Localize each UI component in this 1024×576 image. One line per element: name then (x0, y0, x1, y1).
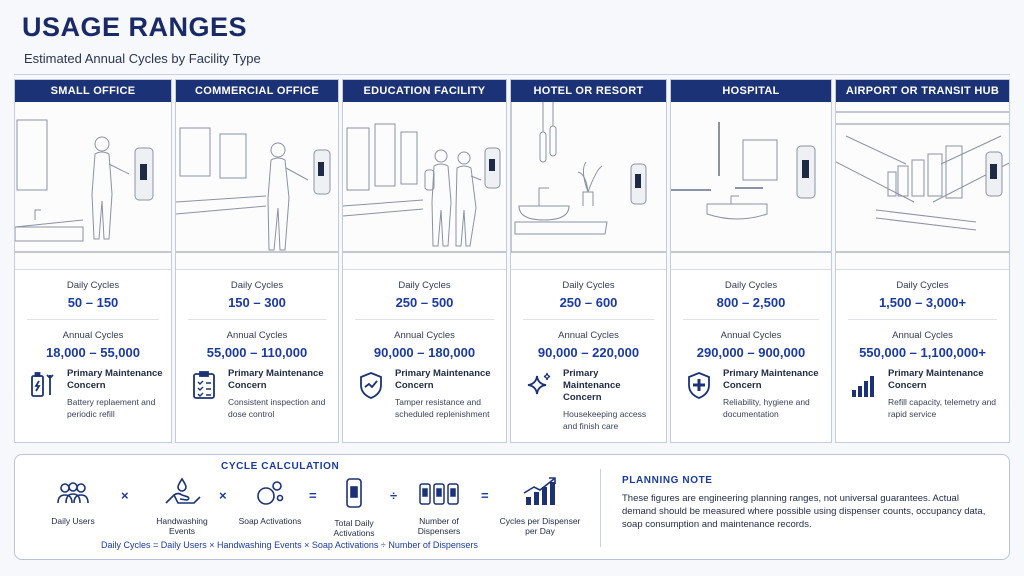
calc-item-label: Handwashing Events (156, 516, 208, 536)
divide-operator: ÷ (390, 488, 398, 503)
card-title: AIRPORT OR TRANSIT HUB (836, 80, 1009, 102)
card-title: HOTEL OR RESORT (511, 80, 666, 102)
annual-cycles-label: Annual Cycles (892, 330, 953, 341)
facility-card-education-facility (342, 79, 507, 443)
concern-title: Primary Maintenance Concern (888, 368, 984, 391)
annual-cycles-value: 90,000 – 220,000 (537, 345, 640, 360)
maintenance-concern (176, 368, 338, 420)
calc-item-label: Number of Dispensers (417, 516, 461, 536)
calc-item-label: Cycles per Dispenser per Day (499, 516, 581, 536)
card-title: EDUCATION FACILITY (343, 80, 506, 102)
daily-cycles-value: 250 – 500 (395, 295, 454, 310)
page-subtitle: Estimated Annual Cycles by Facility Type (24, 51, 261, 66)
divider (355, 319, 494, 320)
daily-cycles-label: Daily Cycles (398, 280, 451, 291)
multiply-operator: × (219, 488, 227, 503)
concern-title: Primary Maintenance Concern (67, 368, 163, 391)
daily-cycles-label: Daily Cycles (230, 280, 284, 291)
concern-title: Primary Maintenance Concern (395, 368, 491, 391)
calc-cycles-per-dispenser (495, 475, 585, 536)
calc-item-label: Soap Activations (238, 516, 302, 526)
daily-cycles-label: Daily Cycles (562, 280, 615, 291)
annual-cycles-value: 90,000 – 180,000 (373, 345, 476, 360)
calc-number-of-dispensers (407, 481, 471, 536)
annual-cycles-label: Annual Cycles (62, 330, 124, 341)
daily-cycles-value: 800 – 2,500 (716, 295, 786, 310)
panel-divider (600, 469, 601, 547)
facility-illustration (343, 102, 506, 270)
facility-card-hospital (670, 79, 832, 443)
facility-illustration (176, 102, 338, 270)
divider (683, 319, 819, 320)
concern-text: Consistent inspection and dose control (228, 397, 326, 419)
concern-title: Primary Maintenance Concern (723, 368, 819, 391)
concern-title: Primary Maintenance Concern (228, 368, 324, 391)
cycle-calculation-panel (14, 454, 1010, 560)
annual-cycles-label: Annual Cycles (394, 330, 455, 341)
three-dispensers-icon (417, 481, 461, 507)
concern-text: Reliability, hygiene and documentation (723, 397, 810, 419)
calc-soap-activations (237, 477, 303, 526)
calculation-title: CYCLE CALCULATION (221, 461, 340, 472)
divider (27, 319, 159, 320)
facility-card-small-office (14, 79, 172, 443)
maintenance-concern (343, 368, 506, 420)
concern-text: Tamper resistance and scheduled replenishment (395, 397, 490, 419)
soap-bubbles-icon (250, 477, 290, 507)
annual-cycles-label: Annual Cycles (226, 330, 288, 341)
daily-cycles-label: Daily Cycles (66, 280, 120, 291)
sparkle-icon (525, 370, 553, 400)
bar-chart-icon (850, 370, 878, 400)
calc-item-label: Total Daily Activations (333, 518, 375, 538)
calc-daily-users (37, 481, 109, 526)
concern-text: Housekeeping access and finish care (563, 409, 647, 431)
dispenser-icon (334, 477, 374, 509)
divider (848, 319, 997, 320)
daily-cycles-label: Daily Cycles (896, 280, 949, 291)
facility-illustration (836, 102, 1009, 270)
maintenance-concern (836, 368, 1009, 420)
facility-card-airport-or-transit-hub (835, 79, 1010, 443)
calc-item-label: Daily Users (51, 516, 95, 526)
maintenance-concern (15, 368, 171, 420)
formula-text: Daily Cycles = Daily Users × Handwashing Events × Soap Activations ÷ Number of Dispensers (101, 540, 478, 550)
facility-illustration (511, 102, 666, 270)
calc-handwashing-events (145, 477, 219, 536)
annual-cycles-value: 290,000 – 900,000 (696, 345, 806, 360)
concern-text: Battery replaement and periodic refill (67, 397, 156, 419)
divider (188, 319, 326, 320)
annual-cycles-label: Annual Cycles (720, 330, 782, 341)
maintenance-concern (671, 368, 831, 420)
facility-cards (14, 79, 1010, 443)
battery-wrench-icon (29, 370, 57, 400)
daily-cycles-value: 150 – 300 (228, 295, 286, 310)
annual-cycles-value: 550,000 – 1,100,000+ (859, 345, 986, 360)
divider (523, 319, 654, 320)
equals-operator: = (481, 488, 489, 503)
daily-cycles-value: 50 – 150 (67, 295, 119, 310)
annual-cycles-label: Annual Cycles (558, 330, 619, 341)
annual-cycles-value: 55,000 – 110,000 (206, 345, 308, 360)
clipboard-checklist-icon (190, 370, 218, 400)
equals-operator: = (309, 488, 317, 503)
header-rule (14, 74, 1010, 75)
facility-illustration (15, 102, 171, 270)
facility-card-commercial-office (175, 79, 339, 443)
shield-check-icon (357, 370, 385, 400)
daily-cycles-label: Daily Cycles (724, 280, 778, 291)
card-title: SMALL OFFICE (15, 80, 171, 102)
daily-cycles-value: 250 – 600 (559, 295, 618, 310)
concern-text: Refill capacity, telemetry and rapid service (888, 397, 997, 419)
medical-shield-icon (685, 370, 713, 400)
facility-card-hotel-or-resort (510, 79, 667, 443)
annual-cycles-value: 18,000 – 55,000 (46, 345, 140, 360)
daily-cycles-value: 1,500 – 3,000+ (878, 295, 967, 310)
card-title: HOSPITAL (671, 80, 831, 102)
maintenance-concern (511, 368, 666, 432)
planning-note-text: These figures are engineering planning ranges, not universal guarantees. Actual demand should be measured where possible using dispenser counts, occupancy data, soap consumption and maintenance records. (622, 493, 986, 530)
facility-illustration (671, 102, 831, 270)
multiply-operator: × (121, 488, 129, 503)
hand-water-icon (162, 477, 202, 507)
people-group-icon (53, 481, 93, 507)
calc-total-daily-activations (321, 477, 387, 538)
page-title: USAGE RANGES (22, 12, 248, 42)
growth-chart-icon (520, 475, 560, 507)
card-title: COMMERCIAL OFFICE (176, 80, 338, 102)
planning-note-title: PLANNING NOTE (622, 475, 713, 486)
concern-title: Primary Maintenance Concern (563, 368, 621, 403)
